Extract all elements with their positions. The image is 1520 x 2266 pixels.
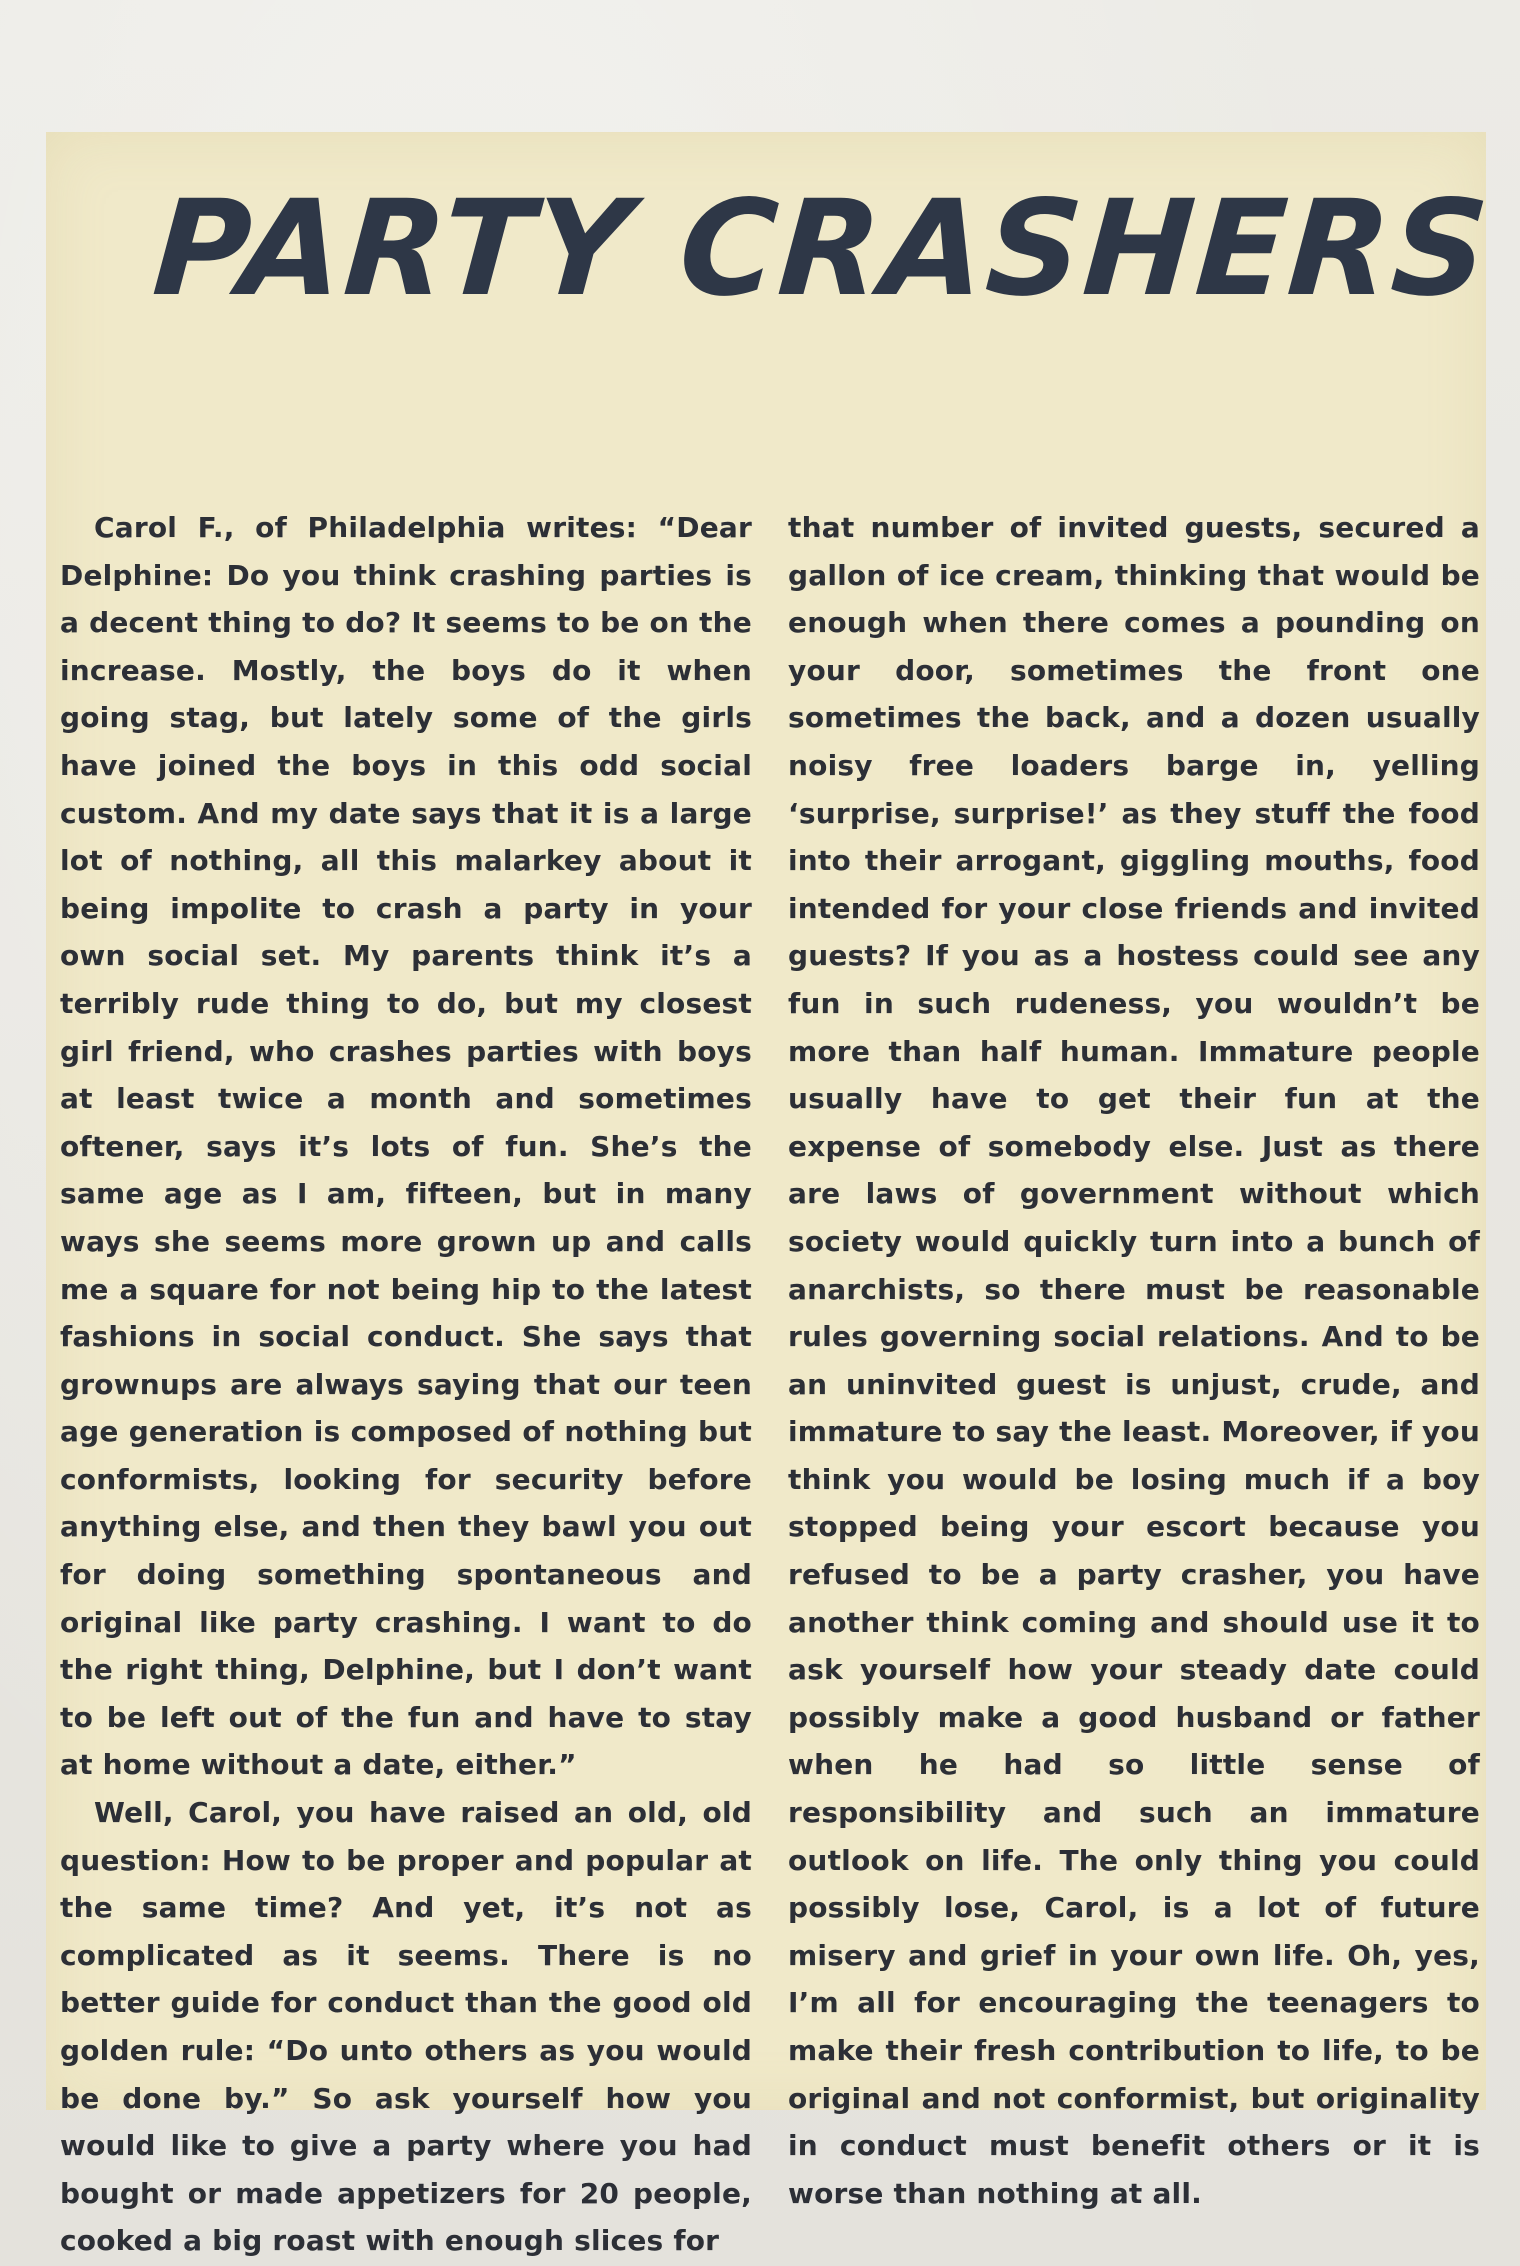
article-panel <box>46 132 1495 2258</box>
right-column <box>788 504 1480 2265</box>
advice-reply: Well, Carol, you have raised an old, old question: How to be proper and popular at the same time? And yet, it’s not as complicated as it seems. There is no better guide for conduct than the good old golden rule: “Do unto others as you would be done by.” So ask yourself how you would like to give a party where you had bought or made appetizers for 20 people, cooked a big roast with enough slices for <box>60 1796 752 2258</box>
left-column <box>60 504 752 2265</box>
article-columns <box>60 504 1480 2265</box>
article-title: PARTY CRASHERS <box>148 172 1495 326</box>
advice-reply-continued: that number of invited guests, secured a gallon of ice cream, thinking that would be enough when there comes a pounding on your door, sometimes the front one sometimes the back, and a dozen usually noisy free loaders barge in, yelling ‘surprise, surprise!’ as they stuff the food into their arrogant, giggling mouths, food intended for your close friends and invited guests? If you as a hostess could see any fun in such rudeness, you wouldn’t be more than half human. Immature people usually have to get their fun at the expense of somebody else. Just as there are laws of government without which society would quickly turn into a bunch of anarchists, so there must be reasonable rules governing social relations. And to be an uninvited guest is unjust, crude, and immature to say the least. Moreover, if you think you would be losing much if a boy stopped being your escort because you refused to be a party crasher, you have another think coming and should use it to ask yourself how your steady date could possibly make a good husband or father when he had so little sense of responsibility and such an immature outlook on life. The only thing you could possibly lose, Carol, is a lot of future misery and grief in your own life. Oh, yes, I’m all for encouraging the teenagers to make their fresh contribution to life, to be original and not conformist, but originality in conduct must benefit others or it is worse than nothing at all. <box>788 511 1480 2210</box>
reader-letter: Carol F., of Philadelphia writes: “Dear Delphine: Do you think crashing parties is a decent thing to do? It seems to be on the increase. Mostly, the boys do it when going stag, but lately some of the girls have joined the boys in this odd social custom. And my date says that it is a large lot of nothing, all this malarkey about it being impolite to crash a party in your own social set. My parents think it’s a terribly rude thing to do, but my closest girl friend, who crashes parties with boys at least twice a month and sometimes oftener, says it’s lots of fun. She’s the same age as I am, fifteen, but in many ways she seems more grown up and calls me a square for not being hip to the latest fashions in social conduct. She says that grownups are always saying that our teen age generation is composed of nothing but conformists, looking for security before anything else, and then they bawl you out for doing something spontaneous and original like party crashing. I want to do the right thing, Delphine, but I don’t want to be left out of the fun and have to stay at home without a date, either.” <box>60 511 752 1782</box>
